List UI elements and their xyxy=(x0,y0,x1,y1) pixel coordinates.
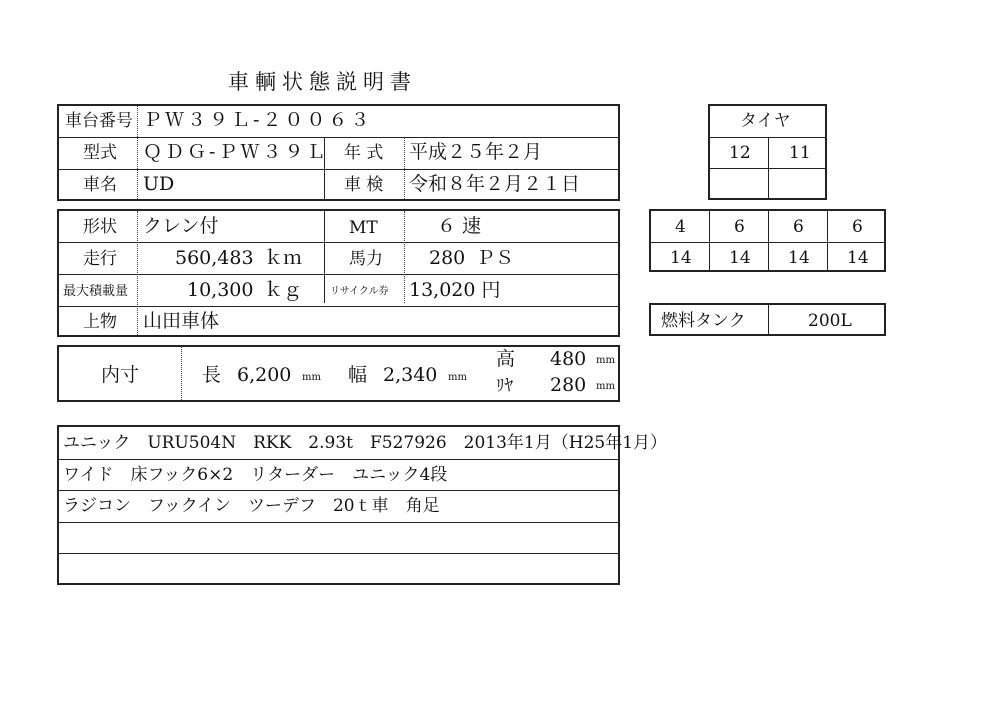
mt-value: ６ 速 xyxy=(437,215,482,237)
name-label: 車名 xyxy=(83,175,117,195)
tire-label: タイヤ xyxy=(740,111,791,131)
inspection-label: 車 検 xyxy=(344,175,384,195)
mileage-label: 走行 xyxy=(83,249,117,269)
payload-label: 最大積載量 xyxy=(63,284,129,299)
tire-front-left: 12 xyxy=(729,143,751,163)
tire-rear-bottom-1: 14 xyxy=(670,248,692,268)
dimensions-label: 内寸 xyxy=(101,364,140,386)
tire-rear-top-2: 6 xyxy=(734,217,745,237)
page-title: 車輌状態説明書 xyxy=(228,70,417,94)
tire-rear-bottom-3: 14 xyxy=(788,248,810,268)
body-label: 上物 xyxy=(83,312,117,332)
mt-label: MT xyxy=(349,218,378,238)
rear-label: ﾘﾔ xyxy=(496,376,513,396)
tire-rear-box xyxy=(649,209,886,272)
tire-rear-bottom-2: 14 xyxy=(729,248,751,268)
mileage-unit: ｋｍ xyxy=(264,247,303,269)
model-value: ＱＤＧ-ＰＷ３９Ｌ xyxy=(143,141,329,163)
note-line: ラジコン フックイン ツーデフ 20ｔ車 角足 xyxy=(63,496,440,516)
length-unit: mm xyxy=(302,372,321,383)
hp-unit: ＰＳ xyxy=(476,247,515,269)
tire-front-right: 11 xyxy=(789,143,811,163)
hp-value: 280 xyxy=(429,247,466,269)
specs-box xyxy=(57,209,620,337)
length-value: 6,200 xyxy=(237,364,292,386)
chassis-label: 車台番号 xyxy=(65,111,133,131)
notes-box xyxy=(57,425,668,585)
rear-value: 280 xyxy=(550,374,587,396)
vehicle-info-box xyxy=(57,104,620,201)
payload-value: 10,300 xyxy=(187,279,254,301)
width-unit: mm xyxy=(448,372,467,383)
fuel-value: 200L xyxy=(808,311,852,331)
length-label: 長 xyxy=(202,364,222,386)
tire-rear-top-1: 4 xyxy=(675,217,686,237)
fuel-label: 燃料タンク xyxy=(661,311,746,331)
fuel-box xyxy=(649,303,886,336)
mileage-value: 560,483 xyxy=(175,247,254,269)
note-line: ワイド 床フック6×2 リターダー ユニック4段 xyxy=(63,465,448,485)
recycle-label: リサイクル券 xyxy=(330,286,389,297)
height-value: 480 xyxy=(550,348,587,370)
tire-rear-top-4: 6 xyxy=(852,217,863,237)
year-value: 平成２５年２月 xyxy=(409,141,543,163)
height-label: 高 xyxy=(496,348,516,370)
dimensions-box xyxy=(57,345,620,402)
payload-unit: ｋｇ xyxy=(264,279,303,301)
note-line: ユニック URU504N RKK 2.93t F527926 2013年1月（H25年1月） xyxy=(63,433,668,453)
model-label: 型式 xyxy=(83,143,117,163)
year-label: 年 式 xyxy=(344,143,384,163)
hp-label: 馬力 xyxy=(349,249,383,269)
recycle-value: 13,020 円 xyxy=(409,279,501,301)
shape-value: クレン付 xyxy=(143,215,219,237)
width-label: 幅 xyxy=(348,364,368,386)
height-unit: mm xyxy=(596,355,615,366)
body-value: 山田車体 xyxy=(143,310,220,332)
tire-rear-top-3: 6 xyxy=(793,217,804,237)
width-value: 2,340 xyxy=(383,364,438,386)
shape-label: 形状 xyxy=(83,217,117,237)
inspection-value: 令和８年２月２１日 xyxy=(409,173,581,195)
tire-rear-bottom-4: 14 xyxy=(847,248,869,268)
name-value: UD xyxy=(143,173,175,195)
chassis-value: ＰＷ３９Ｌ-２００６３ xyxy=(143,109,373,131)
tire-front-box xyxy=(708,104,827,200)
rear-unit: mm xyxy=(596,381,615,392)
